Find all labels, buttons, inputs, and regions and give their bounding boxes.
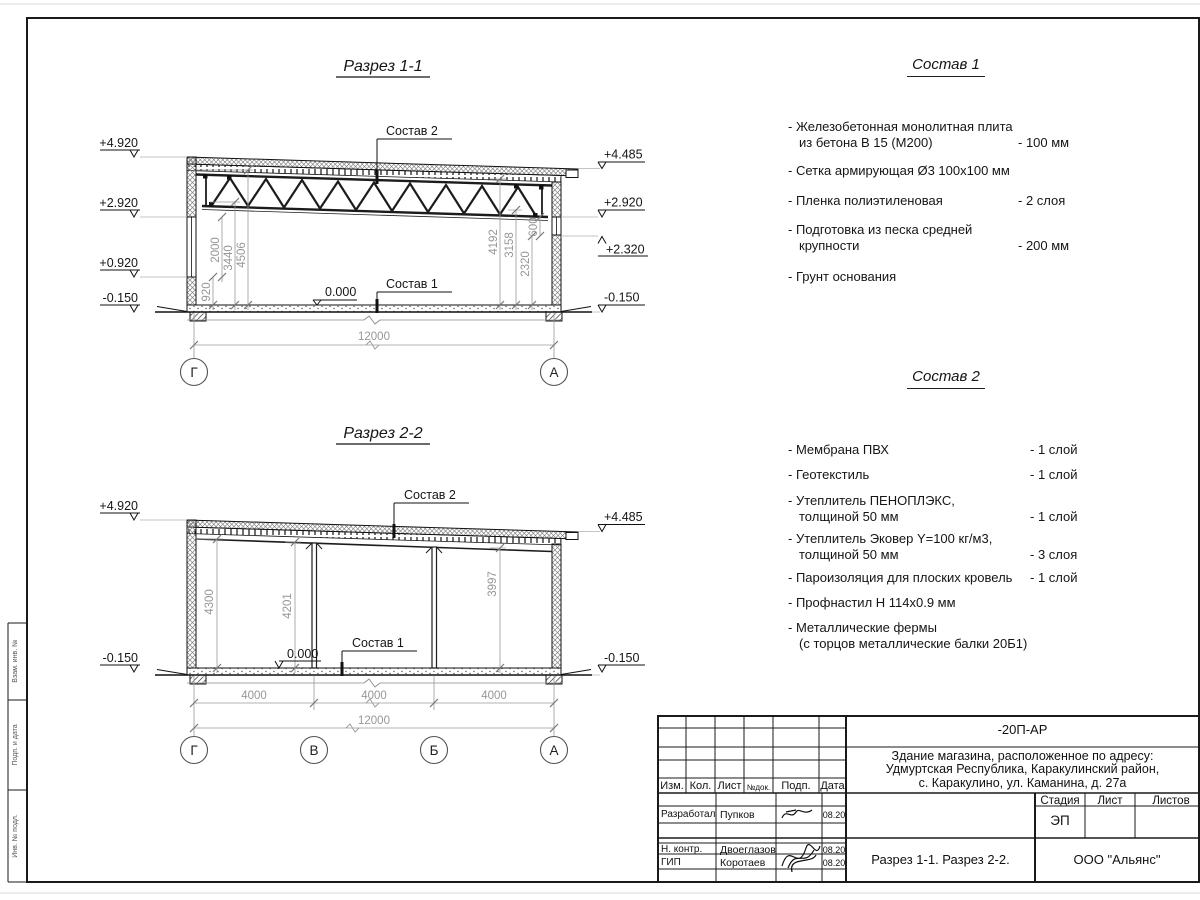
row-role-gip: ГИП — [661, 857, 681, 868]
project-address-line1: Здание магазина, расположенное по адресу: — [891, 749, 1154, 763]
dim-3440: 3440 — [223, 245, 235, 271]
item-qty: - 3 слоя — [1030, 546, 1078, 562]
stage-label: Стадия — [1040, 795, 1080, 807]
item-line: - Грунт основания — [788, 269, 897, 284]
col-header-podp: Подп. — [781, 780, 811, 792]
dim-4000-3: 4000 — [481, 690, 507, 702]
item-qty: - 2 слоя — [1018, 193, 1066, 208]
row-date-1: 08.20 — [822, 810, 846, 820]
item-line: - Утеплитель Эковер Y=100 кг/м3, — [788, 531, 993, 546]
drawing-title: Разрез 1-1. Разрез 2-2. — [871, 852, 1010, 867]
wall-left — [187, 520, 196, 668]
row-name-korotaev: Коротаев — [720, 857, 766, 869]
elev-left-2920: +2.920 — [99, 196, 138, 210]
sostav2-heading: Состав 2 — [860, 368, 1032, 389]
floor-slab — [187, 668, 561, 675]
wall-right — [552, 182, 561, 305]
elev-left-4920: +4.920 — [99, 136, 138, 150]
elev-right-4485: +4.485 — [604, 510, 643, 524]
project-address-line2: Удмуртская Республика, Каракулинский район, — [885, 762, 1160, 776]
project-address-line3: с. Каракулино, ул. Каманина, д. 27а — [918, 776, 1127, 790]
roof-end-block — [566, 170, 578, 178]
item-qty: - 200 мм — [1018, 237, 1070, 253]
item-line: - Пароизоляция для плоских кровель — [788, 570, 1013, 585]
sostav1-callout: Состав 1 — [386, 277, 438, 291]
floor-slab — [187, 305, 561, 312]
item-line: из бетона В 15 (М200) — [799, 134, 933, 150]
sostav2-item-3 — [788, 493, 1088, 524]
elev-right-m0150: -0.150 — [604, 290, 640, 305]
item-qty: - 1 слой — [1030, 570, 1078, 585]
item-line: толщиной 50 мм — [799, 546, 899, 562]
elev-right-4485: +4.485 — [604, 147, 643, 162]
stage-value: ЭП — [1050, 813, 1070, 828]
sostav1-item-2 — [788, 163, 1088, 179]
item-line: крупности — [799, 237, 860, 253]
axis-a: А — [549, 365, 559, 380]
sostav2-item-5 — [788, 570, 1088, 586]
col-header-list: Лист — [717, 780, 742, 792]
zero-mark — [313, 300, 357, 305]
item-line: (с торцов металлические балки 20Б1) — [799, 635, 1028, 651]
sostav2-item-4 — [788, 531, 1088, 562]
zero-label: 0.000 — [287, 647, 319, 661]
dims-vertical — [196, 535, 506, 673]
item-line: - Профнастил Н 114х0.9 мм — [788, 595, 956, 610]
sostav1-callout: Состав 1 — [352, 636, 404, 650]
axis-markers — [181, 359, 568, 386]
item-line: - Железобетонная монолитная плита — [788, 119, 1013, 134]
section-1-1 — [99, 58, 648, 386]
row-role-nkontr: Н. контр. — [661, 844, 703, 855]
margin-label-vzam: Взам. инв. № — [12, 639, 19, 683]
dim-total-12000: 12000 — [358, 715, 390, 727]
axis-g: Г — [190, 743, 198, 758]
sheets-label: Листов — [1152, 795, 1190, 807]
section-2-2 — [99, 425, 645, 764]
elev-right-2320: +2.320 — [606, 242, 645, 257]
row-date-2: 08.20 — [822, 845, 846, 855]
sostav1-item-5 — [788, 269, 1088, 285]
dim-2320: 2320 — [520, 251, 532, 277]
item-line: - Геотекстиль — [788, 467, 870, 482]
elevation-marks-right — [561, 162, 648, 312]
item-qty: - 1 слой — [1030, 442, 1078, 457]
sostav1-heading: Состав 1 — [860, 56, 1032, 77]
col-header-izm: Изм. — [660, 780, 684, 792]
elev-right-2920: +2.920 — [604, 195, 643, 210]
doc-number: -20П-АР — [997, 722, 1048, 737]
axis-markers — [181, 737, 568, 764]
col-header-ndok: №док. — [746, 783, 771, 792]
axis-a: А — [549, 743, 559, 758]
sheet-label: Лист — [1097, 795, 1123, 807]
elev-left-0920: +0.920 — [99, 256, 138, 270]
item-line: - Утеплитель ПЕНОПЛЭКС, — [788, 493, 955, 508]
item-line: - Мембрана ПВХ — [788, 442, 889, 457]
elevation-marks-left — [100, 150, 187, 312]
margin-label-podp: Подп. и дата — [12, 724, 19, 766]
dim-4000-2: 4000 — [361, 690, 387, 702]
dim-4192: 4192 — [488, 229, 500, 255]
section2-title: Разрез 2-2 — [343, 425, 423, 442]
sostav2-item-1 — [788, 442, 1088, 458]
row-name-dvoeglazov: Двоеглазов — [720, 844, 776, 856]
dim-4000-1: 4000 — [241, 690, 267, 702]
company-name: ООО "Альянс" — [1073, 852, 1161, 867]
sostav2-item-2 — [788, 467, 1088, 483]
zero-label: 0.000 — [325, 285, 357, 299]
margin-label-inv: Инв. № подл. — [12, 814, 19, 858]
elev-left-4920: +4.920 — [99, 499, 138, 513]
elev-right-m0150: -0.150 — [604, 651, 640, 665]
axis-b: Б — [429, 743, 439, 758]
item-qty: - 1 слой — [1030, 508, 1078, 524]
section1-title: Разрез 1-1 — [343, 58, 423, 75]
roof-end-block — [566, 533, 578, 540]
dim-4506: 4506 — [236, 242, 248, 268]
sostav2-callout: Состав 2 — [386, 124, 438, 138]
wall-left — [187, 157, 196, 305]
dim-4201: 4201 — [282, 593, 294, 619]
elev-left-m0150: -0.150 — [102, 291, 138, 305]
axis-g: Г — [190, 365, 198, 380]
dim-3997: 3997 — [487, 571, 499, 597]
elev-left-m0150: -0.150 — [102, 651, 138, 665]
col-header-data: Дата — [820, 780, 845, 792]
item-qty: - 1 слой — [1030, 467, 1078, 482]
sostav1-item-1 — [788, 119, 1088, 150]
sostav1-item-4 — [788, 222, 1088, 253]
axis-v: В — [309, 743, 319, 758]
dim-3158: 3158 — [504, 232, 516, 258]
col-header-kol: Кол. — [689, 780, 712, 792]
row-role-razrabotal: Разработал — [661, 809, 716, 820]
item-line: - Сетка армирующая Ø3 100х100 мм — [788, 163, 1010, 178]
item-qty: - 100 мм — [1018, 134, 1070, 150]
sostav2-callout: Состав 2 — [404, 488, 456, 502]
sostav2-item-7 — [788, 620, 1088, 651]
item-line: - Металлические фермы — [788, 620, 937, 635]
sostav1-item-3 — [788, 193, 1088, 209]
row-name-pupkov: Пупков — [720, 809, 755, 821]
item-line: - Подготовка из песка средней — [788, 222, 973, 237]
item-line: толщиной 50 мм — [799, 508, 899, 524]
dim-600: 600 — [528, 217, 540, 237]
row-date-3: 08.20 — [822, 858, 846, 868]
sostav2-item-6 — [788, 595, 1088, 611]
dim-total-12000: 12000 — [358, 331, 390, 343]
wall-right — [552, 544, 561, 668]
dim-4300: 4300 — [204, 589, 216, 615]
dim-920: 920 — [201, 282, 213, 302]
dim-2000: 2000 — [210, 237, 222, 263]
item-line: - Пленка полиэтиленовая — [788, 193, 943, 208]
